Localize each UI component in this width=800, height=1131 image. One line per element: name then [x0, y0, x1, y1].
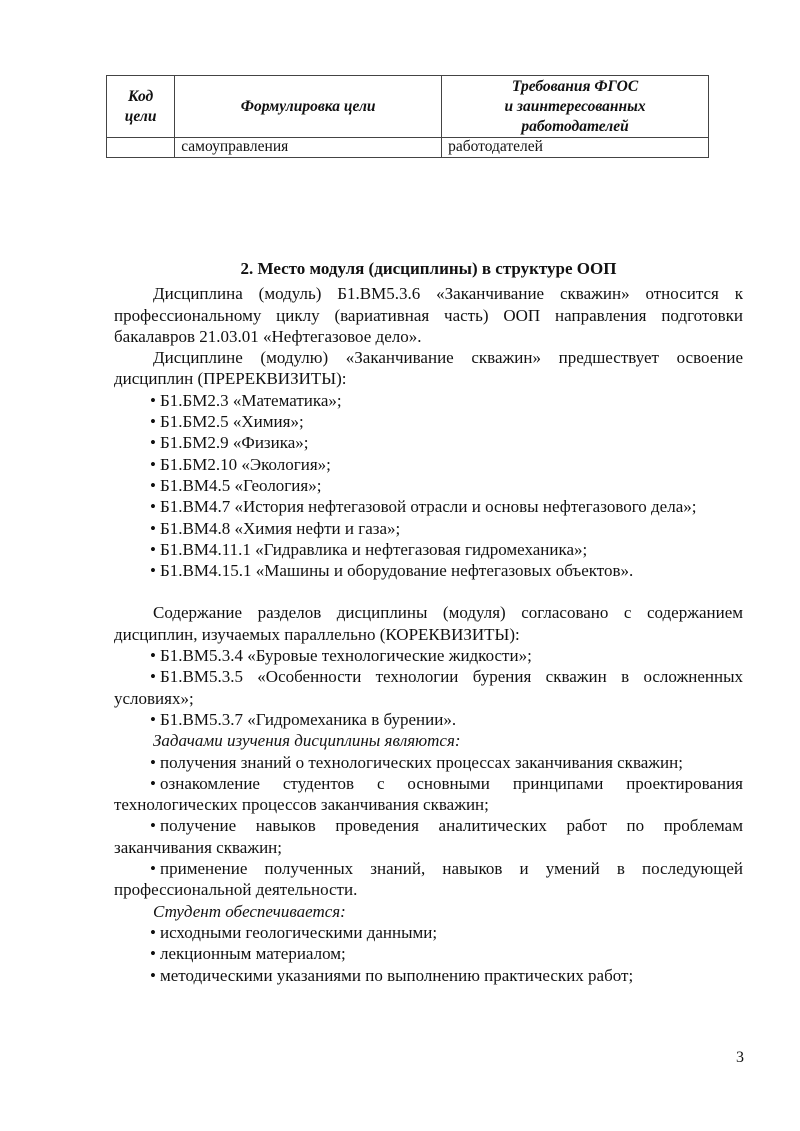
provided-list — [114, 922, 743, 986]
goals-table — [106, 75, 709, 158]
bullet-icon: • — [150, 816, 156, 836]
task-item-text: ознакомление студентов с основными принципами проектирования технологических процессов заканчивания скважин; — [114, 773, 743, 815]
bullet-icon: • — [150, 646, 156, 666]
prereq-item — [114, 496, 743, 517]
prereq-intro-paragraph: Дисциплине (модулю) «Заканчивание скважин» предшествует освоение дисциплин (ПРЕРЕКВИЗИТЫ): — [114, 348, 743, 389]
bullet-icon: • — [150, 412, 156, 432]
provided-item-text: лекционным материалом; — [160, 944, 346, 964]
header-requirements — [442, 76, 709, 138]
task-item-text: применение полученных знаний, навыков и умений в последующей профессиональной деятельности. — [114, 859, 743, 900]
task-item-text: получение навыков проведения аналитических работ по проблемам заканчивания скважин; — [114, 816, 743, 857]
bullet-icon: • — [150, 518, 156, 538]
header-goal-code-line: цели — [124, 107, 157, 125]
prereq-item — [114, 454, 743, 475]
coreq-item — [114, 645, 743, 666]
prereq-item — [114, 475, 743, 496]
header-requirements-line: и заинтересованных — [504, 97, 646, 115]
bullet-icon: • — [150, 561, 156, 581]
section-title: 2. Место модуля (дисциплины) в структуре ООП — [240, 259, 617, 278]
provided-item — [114, 922, 743, 943]
task-item — [114, 752, 743, 773]
intro-paragraph: Дисциплина (модуль) Б1.ВМ5.3.6 «Заканчивание скважин» относится к профессиональному циклу (вариативная часть) ООП направления подготовки бакалавров 21.03.01 «Нефтегазовое дело». — [114, 284, 743, 346]
table-cell: работодателей — [442, 138, 709, 158]
bullet-icon: • — [150, 667, 156, 687]
prereq-item-text: Б1.ВМ4.8 «Химия нефти и газа»; — [160, 518, 401, 538]
bullet-icon: • — [150, 773, 156, 793]
header-goal-code — [107, 76, 175, 138]
header-requirements-line: работодателей — [521, 117, 629, 135]
bullet-icon: • — [150, 497, 156, 517]
bullet-icon: • — [150, 709, 156, 729]
prereq-item-text: Б1.ВМ4.7 «История нефтегазовой отрасли и основы нефтегазового дела»; — [160, 497, 697, 517]
provided-item — [114, 943, 743, 964]
prereq-item — [114, 539, 743, 560]
bullet-icon: • — [150, 922, 156, 942]
provided-item-text: методическими указаниями по выполнению практических работ; — [160, 965, 634, 985]
task-item-text: получения знаний о технологических процессах заканчивания скважин; — [160, 752, 683, 772]
prereq-item-text: Б1.ВМ4.15.1 «Машины и оборудование нефтегазовых объектов». — [160, 561, 634, 581]
bullet-icon: • — [150, 965, 156, 985]
tasks-list — [114, 752, 743, 901]
prereq-item-text: Б1.ВМ4.5 «Геология»; — [160, 475, 322, 495]
header-goal-code-line: Код — [128, 87, 154, 105]
coreq-item — [114, 666, 743, 709]
prereq-item — [114, 411, 743, 432]
bullet-icon: • — [150, 454, 156, 474]
table-cell: самоуправления — [175, 138, 442, 158]
prereq-item-text: Б1.БМ2.3 «Математика»; — [160, 390, 342, 410]
prereq-item — [114, 390, 743, 411]
prereq-item-text: Б1.БМ2.9 «Физика»; — [160, 433, 309, 453]
header-requirements-line: Требования ФГОС — [511, 77, 639, 95]
table-header-row — [107, 76, 709, 138]
bullet-icon: • — [150, 859, 156, 879]
coreq-item-text: Б1.ВМ5.3.7 «Гидромеханика в бурении». — [160, 709, 457, 729]
prereq-item-text: Б1.ВМ4.11.1 «Гидравлика и нефтегазовая гидромеханика»; — [160, 539, 588, 559]
table-row — [107, 138, 709, 158]
bullet-icon: • — [150, 433, 156, 453]
prereq-item — [114, 560, 743, 581]
prereq-list — [114, 390, 743, 582]
prereq-item-text: Б1.БМ2.5 «Химия»; — [160, 412, 304, 432]
coreq-item-text: Б1.ВМ5.3.4 «Буровые технологические жидкости»; — [160, 646, 532, 666]
task-item — [114, 815, 743, 858]
task-item — [114, 773, 743, 816]
bullet-icon: • — [150, 475, 156, 495]
page-number: 3 — [736, 1049, 744, 1066]
provided-item — [114, 965, 743, 986]
tasks-title: Задачами изучения дисциплины являются: — [153, 731, 461, 751]
prereq-item — [114, 518, 743, 539]
bullet-icon: • — [150, 752, 156, 772]
coreq-item-text: Б1.ВМ5.3.5 «Особенности технологии бурения скважин в осложненных условиях»; — [114, 667, 743, 708]
prereq-item — [114, 432, 743, 453]
coreq-list — [114, 645, 743, 730]
provided-item-text: исходными геологическими данными; — [160, 922, 438, 942]
bullet-icon: • — [150, 539, 156, 559]
table-cell — [107, 138, 175, 158]
spacer — [114, 581, 743, 602]
section-content — [114, 258, 743, 986]
provided-title: Студент обеспечивается: — [153, 901, 346, 921]
header-goal-formulation-line: Формулировка цели — [240, 97, 376, 115]
coreq-item — [114, 709, 743, 730]
bullet-icon: • — [150, 944, 156, 964]
prereq-item-text: Б1.БМ2.10 «Экология»; — [160, 454, 331, 474]
header-goal-formulation — [175, 76, 442, 138]
coreq-intro-paragraph: Содержание разделов дисциплины (модуля) согласовано с содержанием дисциплин, изучаемых параллельно (КОРЕКВИЗИТЫ): — [114, 603, 743, 644]
bullet-icon: • — [150, 390, 156, 410]
task-item — [114, 858, 743, 901]
